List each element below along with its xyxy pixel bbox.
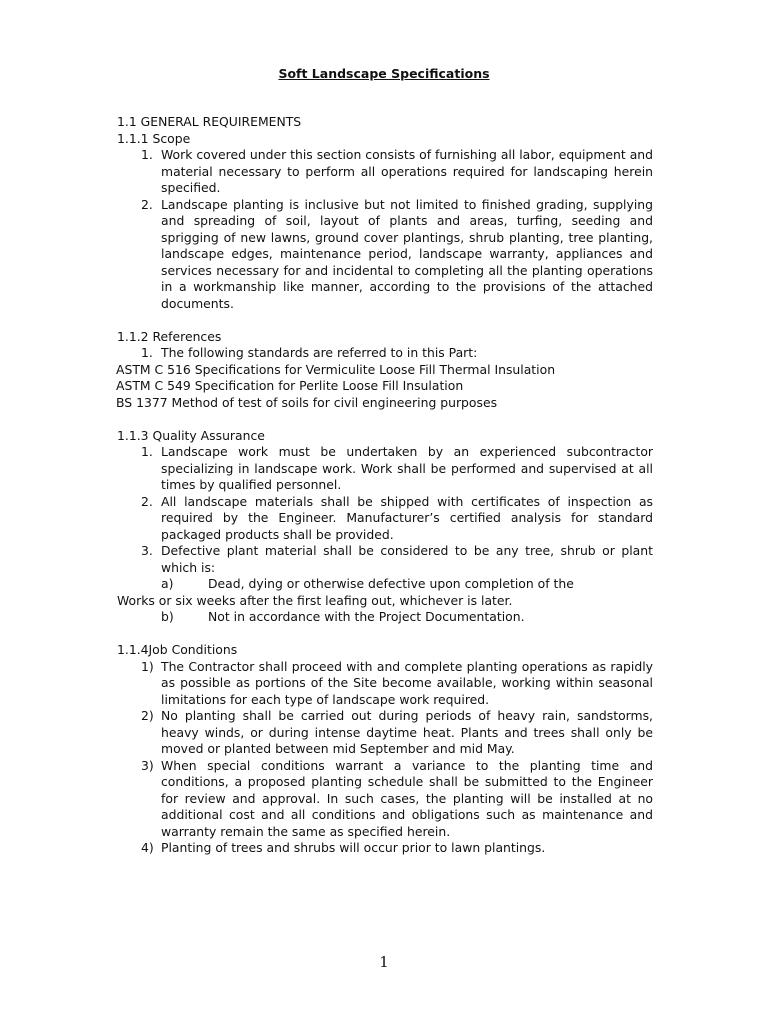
sub-item-text-continued: Works or six weeks after the first leafing out, whichever is later. <box>117 592 513 608</box>
list-item <box>117 345 653 362</box>
list-number: 3. <box>141 543 153 558</box>
scope-list <box>117 147 653 312</box>
list-item-text: When special conditions warrant a variance to the planting time and conditions, a proposed planting schedule shall be submitted to the Engineer for review and approval. In such cases, the planting will be installed at no additional cost and all conditions and obligations such as maintenance and warranty remain the same as specified herein. <box>161 757 653 839</box>
sub-item-b <box>117 609 653 626</box>
list-number: 2. <box>141 196 153 212</box>
list-item <box>117 147 653 197</box>
list-number: 1. <box>141 345 153 360</box>
list-item-text: The Contractor shall proceed with and complete planting operations as rapidly as possible as portions of the Site become available, working within seasonal limitations for each type of landscape work required. <box>161 658 653 707</box>
list-item <box>117 708 653 758</box>
section-heading-job-conditions: 1.1.4Job Conditions <box>117 642 238 657</box>
list-item <box>117 444 653 494</box>
list-item-text: No planting shall be carried out during periods of heavy rain, sandstorms, heavy winds, or during intense daytime heat. Plants and trees shall only be moved or planted between mid September and mid May. <box>161 708 653 756</box>
sub-item-text: Not in accordance with the Project Documentation. <box>208 609 525 624</box>
document-title: Soft Landscape Specifications <box>278 66 490 81</box>
sub-item-label: b) <box>161 609 174 624</box>
quality-assurance-list <box>117 444 653 576</box>
list-item-text: Planting of trees and shrubs will occur prior to lawn plantings. <box>161 840 546 855</box>
list-item <box>117 840 653 857</box>
list-number: 2. <box>141 493 153 509</box>
list-item <box>117 758 653 841</box>
section-heading-general: 1.1 GENERAL REQUIREMENTS <box>117 114 302 129</box>
section-heading-quality-assurance: 1.1.3 Quality Assurance <box>117 427 265 443</box>
list-number: 3) <box>141 757 154 773</box>
job-conditions-list <box>117 659 653 857</box>
section-heading-references: 1.1.2 References <box>117 328 222 344</box>
list-number: 1. <box>141 444 153 459</box>
standard-reference: ASTM C 516 Specifications for Vermiculite Loose Fill Thermal Insulation <box>116 361 556 377</box>
document-body <box>117 114 653 857</box>
list-item <box>117 494 653 544</box>
standard-reference: BS 1377 Method of test of soils for civil engineering purposes <box>116 394 498 410</box>
list-number: 1) <box>141 658 154 674</box>
list-item <box>117 197 653 313</box>
standard-reference: ASTM C 549 Specification for Perlite Loose Fill Insulation <box>116 378 464 393</box>
list-number: 4) <box>141 840 154 855</box>
list-item-text: Landscape planting is inclusive but not limited to finished grading, supplying and spreading of soil, layout of plants and areas, turfing, seeding and sprigging of new lawns, ground cover plantings, shrub planting, tree planting, landscape edges, maintenance period, landscape warranty, appliances and services necessary for and incidental to completing all the planting operations in a workmanship like manner, according to the provisions of the attached documents. <box>161 196 653 311</box>
list-item-text: Landscape work must be undertaken by an experienced subcontractor specializing in landscape work. Work shall be performed and supervised at all times by qualified personnel. <box>161 444 653 492</box>
sub-item-text: Dead, dying or otherwise defective upon completion of the <box>208 576 574 591</box>
list-item-text: The following standards are referred to in this Part: <box>161 345 478 360</box>
sub-item-a <box>117 576 653 609</box>
section-heading-scope: 1.1.1 Scope <box>117 130 191 146</box>
sub-item-label: a) <box>161 576 174 591</box>
list-item-text: All landscape materials shall be shipped with certificates of inspection as required by the Engineer. Manufacturer’s certified analysis for standard packaged products shall be provided. <box>161 493 653 542</box>
list-item-text: Defective plant material shall be considered to be any tree, shrub or plant which is: <box>161 543 653 575</box>
list-item <box>117 543 653 576</box>
references-list <box>117 345 653 362</box>
list-number: 2) <box>141 708 154 723</box>
list-item <box>117 659 653 709</box>
page-number: 1 <box>379 953 389 971</box>
list-number: 1. <box>141 147 153 162</box>
list-item-text: Work covered under this section consists of furnishing all labor, equipment and material necessary to perform all operations required for landscaping herein specified. <box>161 147 653 195</box>
